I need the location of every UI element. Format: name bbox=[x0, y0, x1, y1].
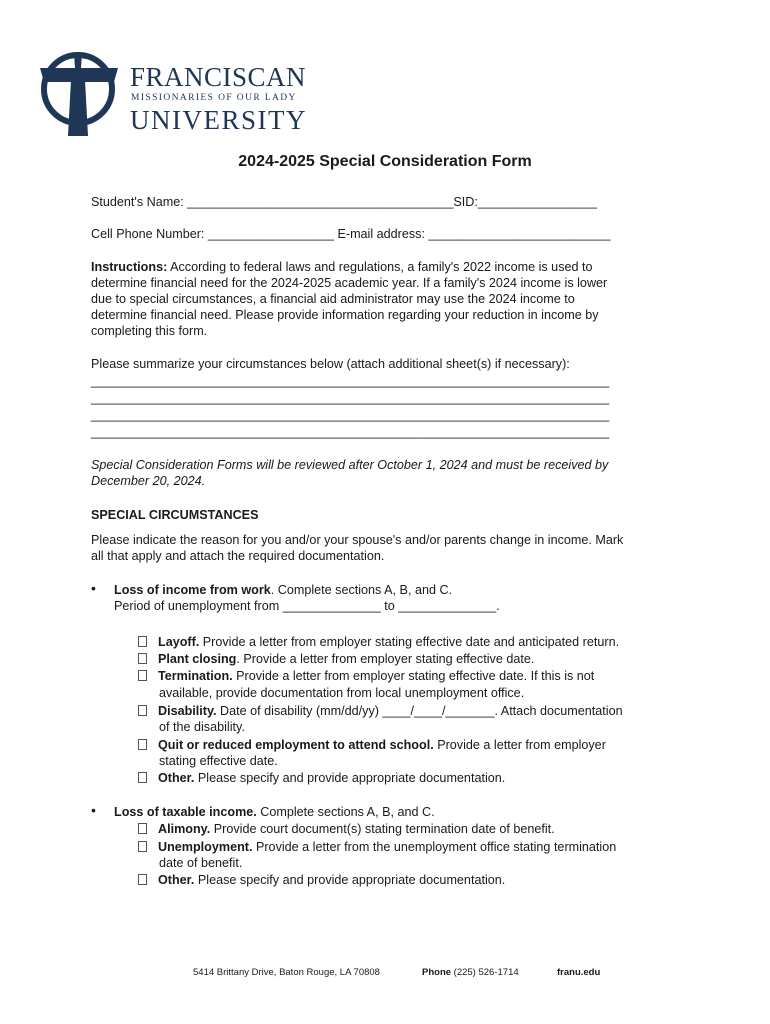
special-text-2: all that apply and attach the required documentation. bbox=[91, 549, 385, 563]
review-notice-line-1: Special Consideration Forms will be reviewed after October 1, 2024 and must be received by bbox=[91, 458, 609, 472]
footer-address: 5414 Brittany Drive, Baton Rouge, LA 70808 bbox=[193, 967, 380, 978]
summary-line-2[interactable]: __________________________________________________________________________ bbox=[91, 391, 610, 405]
unemployment-text-2: date of benefit. bbox=[159, 856, 243, 870]
special-heading: SPECIAL CIRCUMSTANCES bbox=[91, 508, 259, 522]
alimony-option[interactable]: Alimony. Provide court document(s) stating termination date of benefit. bbox=[138, 821, 555, 838]
summary-line-4[interactable]: __________________________________________________________________________ bbox=[91, 425, 610, 439]
work-other-checkbox[interactable] bbox=[138, 772, 147, 783]
work-other-option[interactable]: Other. Please specify and provide appropriate documentation. bbox=[138, 770, 505, 787]
logo-line-3: UNIVERSITY bbox=[130, 105, 307, 135]
page-title: 2024-2025 Special Consideration Form bbox=[238, 153, 532, 170]
bullet-icon: • bbox=[91, 580, 96, 596]
termination-checkbox[interactable] bbox=[138, 670, 147, 681]
review-notice-line-2: December 20, 2024. bbox=[91, 474, 206, 488]
quit-school-text-2: stating effective date. bbox=[159, 754, 278, 768]
quit-school-checkbox[interactable] bbox=[138, 739, 147, 750]
summary-prompt: Please summarize your circumstances below (attach additional sheet(s) if necessary): bbox=[91, 357, 570, 371]
work-section-title: Loss of income from work. Complete sections A, B, and C. bbox=[114, 583, 453, 597]
disability-option[interactable]: Disability. Date of disability (mm/dd/yy) ____/____/_______. Attach documentation bbox=[138, 703, 623, 720]
university-logo bbox=[38, 50, 313, 140]
bullet-icon: • bbox=[91, 802, 96, 818]
footer-website[interactable]: franu.edu bbox=[557, 967, 601, 978]
quit-school-option[interactable]: Quit or reduced employment to attend school. Provide a letter from employer bbox=[138, 737, 606, 754]
instructions-line-5: completing this form. bbox=[91, 324, 208, 338]
layoff-checkbox[interactable] bbox=[138, 636, 147, 647]
taxable-other-checkbox[interactable] bbox=[138, 874, 147, 885]
instructions-line-4: determine financial need. Please provide information regarding your reduction in income by bbox=[91, 308, 599, 322]
alimony-checkbox[interactable] bbox=[138, 823, 147, 834]
unemployment-option[interactable]: Unemployment. Provide a letter from the unemployment office stating termination bbox=[138, 839, 616, 856]
disability-checkbox[interactable] bbox=[138, 705, 147, 716]
taxable-section-title: Loss of taxable income. Complete sections A, B, and C. bbox=[114, 805, 435, 819]
special-text-1: Please indicate the reason for you and/or your spouse's and/or parents change in income. Mark bbox=[91, 533, 624, 547]
tau-cross-icon bbox=[38, 52, 120, 138]
student-name-field[interactable]: Student's Name: ______________________________________SID:_________________ bbox=[91, 195, 597, 209]
unemployment-checkbox[interactable] bbox=[138, 841, 147, 852]
termination-option[interactable]: Termination. Provide a letter from employer stating effective date. If this is not bbox=[138, 668, 594, 685]
phone-email-field[interactable]: Cell Phone Number: __________________ E-mail address: __________________________ bbox=[91, 227, 611, 241]
termination-text-2: available, provide documentation from local unemployment office. bbox=[159, 686, 525, 700]
summary-line-3[interactable]: __________________________________________________________________________ bbox=[91, 408, 610, 422]
disability-text-2: of the disability. bbox=[159, 720, 245, 734]
layoff-option[interactable]: Layoff. Provide a letter from employer stating effective date and anticipated return. bbox=[138, 634, 619, 651]
instructions-line-1: Instructions: According to federal laws and regulations, a family's 2022 income is used to bbox=[91, 260, 593, 274]
plant-closing-checkbox[interactable] bbox=[138, 653, 147, 664]
instructions-line-3: due to special circumstances, a financial aid administrator may use the 2024 income to bbox=[91, 292, 575, 306]
summary-line-1[interactable]: __________________________________________________________________________ bbox=[91, 374, 610, 388]
footer-phone: Phone (225) 526-1714 bbox=[422, 967, 519, 978]
logo-line-2: MISSIONARIES OF OUR LADY bbox=[131, 93, 297, 103]
taxable-other-option[interactable]: Other. Please specify and provide appropriate documentation. bbox=[138, 872, 505, 889]
instructions-line-2: determine financial need for the 2024-2025 academic year. If a family's 2024 income is lower bbox=[91, 276, 608, 290]
unemployment-period-field[interactable]: Period of unemployment from ______________ to ______________. bbox=[114, 599, 500, 613]
instructions-label: Instructions: bbox=[91, 260, 168, 274]
plant-closing-option[interactable]: Plant closing. Provide a letter from employer stating effective date. bbox=[138, 651, 534, 668]
logo-line-1: FRANCISCAN bbox=[130, 62, 307, 92]
